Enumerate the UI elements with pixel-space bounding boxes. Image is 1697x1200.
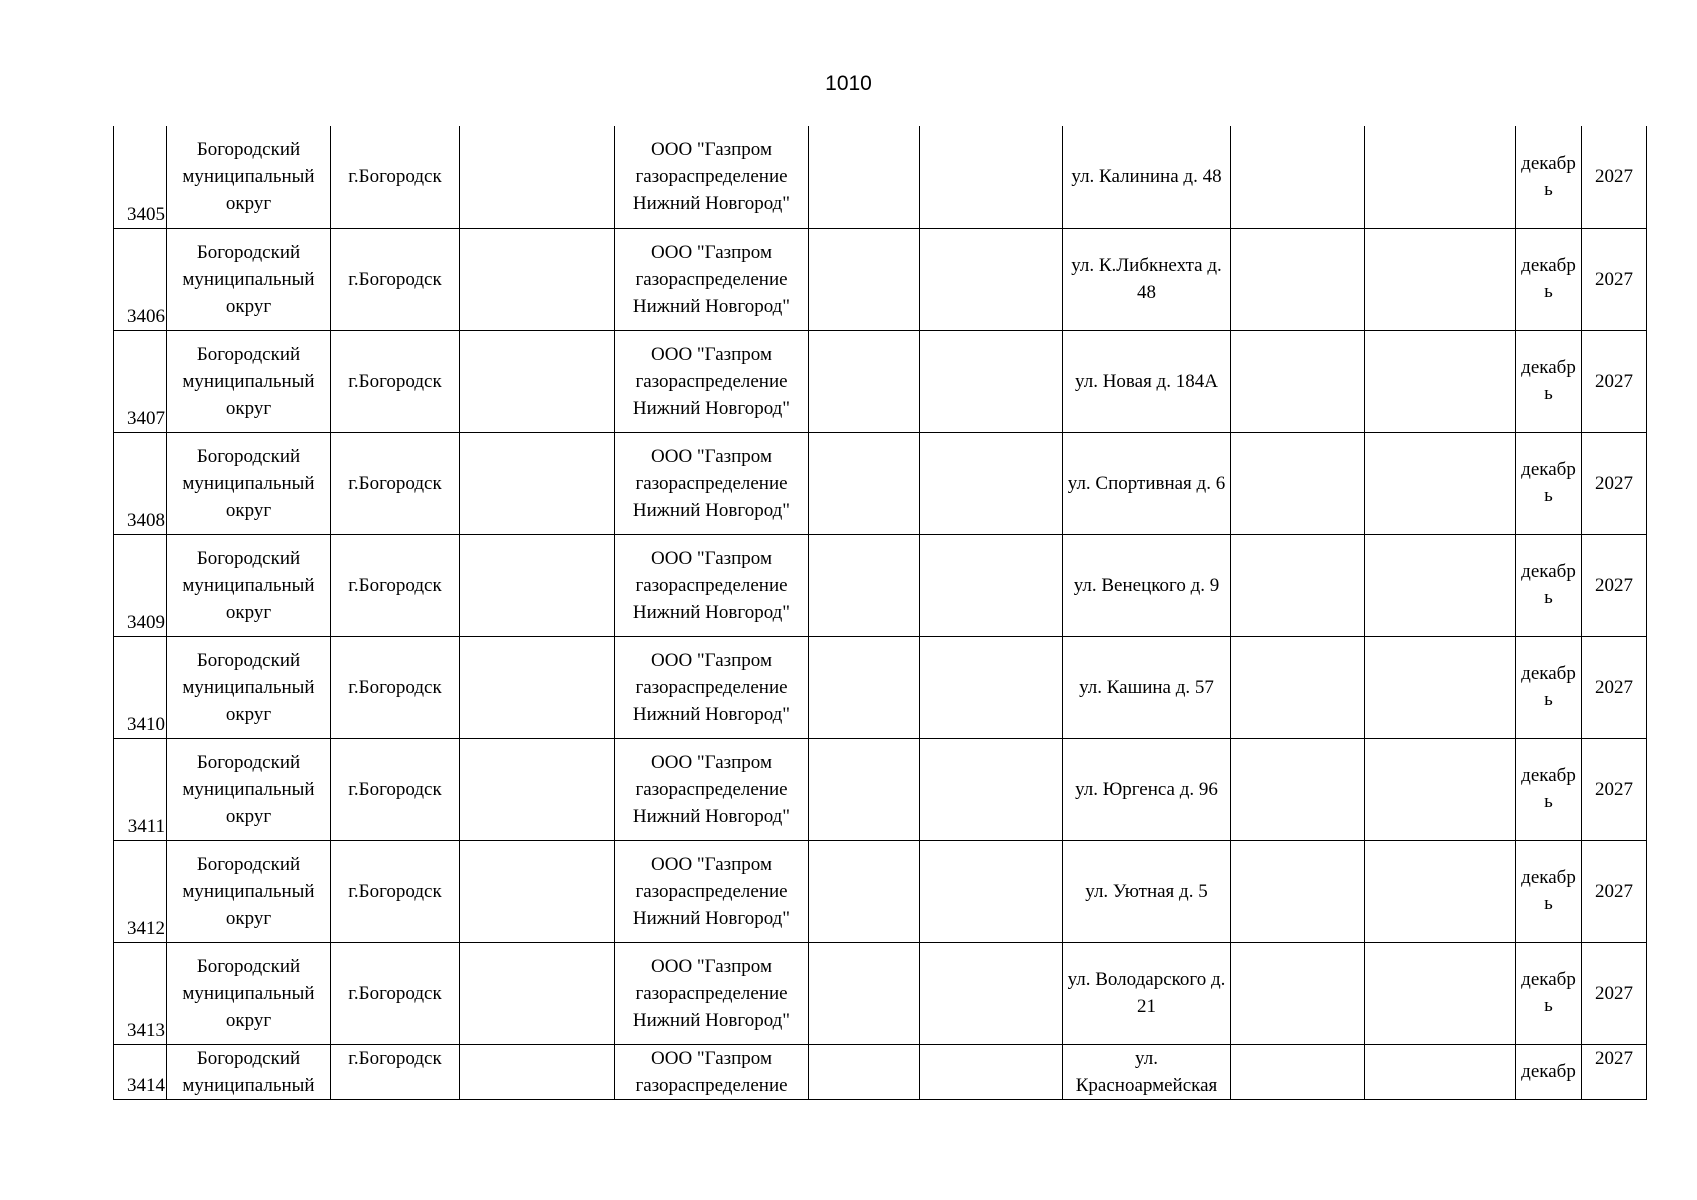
empty-cell xyxy=(809,228,920,330)
district-cell: Богородский муниципальный xyxy=(167,1044,331,1099)
year-cell: 2027 xyxy=(1582,636,1647,738)
month-cell: декабрь xyxy=(1516,738,1582,840)
year-cell: 2027 xyxy=(1582,840,1647,942)
district-cell: Богородский муниципальный округ xyxy=(167,738,331,840)
empty-cell xyxy=(1231,534,1365,636)
year-cell: 2027 xyxy=(1582,432,1647,534)
table-row xyxy=(114,228,1647,330)
empty-cell xyxy=(460,636,615,738)
empty-cell xyxy=(920,942,1063,1044)
address-cell: ул. К.Либкнехта д. 48 xyxy=(1063,228,1231,330)
empty-cell xyxy=(809,126,920,228)
district-cell: Богородский муниципальный округ xyxy=(167,840,331,942)
empty-cell xyxy=(809,330,920,432)
address-cell: ул. Володарского д. 21 xyxy=(1063,942,1231,1044)
city-cell: г.Богородск xyxy=(331,126,460,228)
table-row xyxy=(114,942,1647,1044)
empty-cell xyxy=(920,636,1063,738)
table-row xyxy=(114,330,1647,432)
empty-cell xyxy=(1365,840,1516,942)
registry-rows xyxy=(114,126,1647,1099)
organization-cell: ООО "Газпром газораспределение Нижний Новгород" xyxy=(615,228,809,330)
page-number: 1010 xyxy=(825,72,872,95)
empty-cell xyxy=(920,1044,1063,1099)
empty-cell xyxy=(920,840,1063,942)
address-cell: ул. Уютная д. 5 xyxy=(1063,840,1231,942)
table-row xyxy=(114,840,1647,942)
organization-cell: ООО "Газпром газораспределение Нижний Новгород" xyxy=(615,636,809,738)
empty-cell xyxy=(1365,942,1516,1044)
empty-cell xyxy=(920,738,1063,840)
empty-cell xyxy=(1231,738,1365,840)
city-cell: г.Богородск xyxy=(331,840,460,942)
district-cell: Богородский муниципальный округ xyxy=(167,330,331,432)
year-cell: 2027 xyxy=(1582,738,1647,840)
empty-cell xyxy=(1365,126,1516,228)
city-cell: г.Богородск xyxy=(331,636,460,738)
month-cell: декабрь xyxy=(1516,840,1582,942)
city-cell: г.Богородск xyxy=(331,738,460,840)
empty-cell xyxy=(460,228,615,330)
organization-cell: ООО "Газпром газораспределение Нижний Новгород" xyxy=(615,534,809,636)
empty-cell xyxy=(1365,1044,1516,1099)
empty-cell xyxy=(460,1044,615,1099)
empty-cell xyxy=(1231,432,1365,534)
row-number: 3407 xyxy=(114,330,167,432)
month-cell: декабрь xyxy=(1516,534,1582,636)
district-cell: Богородский муниципальный округ xyxy=(167,534,331,636)
empty-cell xyxy=(809,1044,920,1099)
row-number: 3413 xyxy=(114,942,167,1044)
row-number: 3409 xyxy=(114,534,167,636)
row-number: 3408 xyxy=(114,432,167,534)
empty-cell xyxy=(460,330,615,432)
empty-cell xyxy=(920,228,1063,330)
empty-cell xyxy=(920,126,1063,228)
row-number: 3412 xyxy=(114,840,167,942)
empty-cell xyxy=(809,738,920,840)
registry-table xyxy=(113,126,1647,1100)
empty-cell xyxy=(1365,330,1516,432)
month-cell: декабрь xyxy=(1516,432,1582,534)
year-cell: 2027 xyxy=(1582,534,1647,636)
empty-cell xyxy=(460,840,615,942)
empty-cell xyxy=(1231,228,1365,330)
empty-cell xyxy=(1231,1044,1365,1099)
city-cell: г.Богородск xyxy=(331,942,460,1044)
district-cell: Богородский муниципальный округ xyxy=(167,942,331,1044)
empty-cell xyxy=(920,330,1063,432)
address-cell: ул. Кашина д. 57 xyxy=(1063,636,1231,738)
year-cell: 2027 xyxy=(1582,942,1647,1044)
empty-cell xyxy=(460,942,615,1044)
empty-cell xyxy=(809,636,920,738)
row-number: 3414 xyxy=(114,1044,167,1099)
city-cell: г.Богородск xyxy=(331,1044,460,1099)
month-cell: декабрь xyxy=(1516,228,1582,330)
city-cell: г.Богородск xyxy=(331,432,460,534)
table-row xyxy=(114,1044,1647,1099)
city-cell: г.Богородск xyxy=(331,534,460,636)
address-cell: ул. Спортивная д. 6 xyxy=(1063,432,1231,534)
district-cell: Богородский муниципальный округ xyxy=(167,228,331,330)
district-cell: Богородский муниципальный округ xyxy=(167,126,331,228)
year-cell: 2027 xyxy=(1582,1044,1647,1099)
empty-cell xyxy=(460,432,615,534)
empty-cell xyxy=(1231,126,1365,228)
table-row xyxy=(114,432,1647,534)
organization-cell: ООО "Газпром газораспределение Нижний Новгород" xyxy=(615,330,809,432)
organization-cell: ООО "Газпром газораспределение Нижний Новгород" xyxy=(615,942,809,1044)
empty-cell xyxy=(920,432,1063,534)
empty-cell xyxy=(809,942,920,1044)
month-cell: декабрь xyxy=(1516,330,1582,432)
district-cell: Богородский муниципальный округ xyxy=(167,432,331,534)
empty-cell xyxy=(809,534,920,636)
empty-cell xyxy=(1231,942,1365,1044)
address-cell: ул. Калинина д. 48 xyxy=(1063,126,1231,228)
table-row xyxy=(114,126,1647,228)
empty-cell xyxy=(920,534,1063,636)
table-row xyxy=(114,534,1647,636)
empty-cell xyxy=(460,738,615,840)
city-cell: г.Богородск xyxy=(331,228,460,330)
row-number: 3411 xyxy=(114,738,167,840)
table-row xyxy=(114,636,1647,738)
month-cell: декабр xyxy=(1516,1044,1582,1099)
empty-cell xyxy=(809,432,920,534)
year-cell: 2027 xyxy=(1582,126,1647,228)
organization-cell: ООО "Газпром газораспределение Нижний Новгород" xyxy=(615,738,809,840)
organization-cell: ООО "Газпром газораспределение xyxy=(615,1044,809,1099)
row-number: 3405 xyxy=(114,126,167,228)
empty-cell xyxy=(1365,228,1516,330)
year-cell: 2027 xyxy=(1582,228,1647,330)
month-cell: декабрь xyxy=(1516,126,1582,228)
year-cell: 2027 xyxy=(1582,330,1647,432)
month-cell: декабрь xyxy=(1516,942,1582,1044)
address-cell: ул. Юргенса д. 96 xyxy=(1063,738,1231,840)
month-cell: декабрь xyxy=(1516,636,1582,738)
district-cell: Богородский муниципальный округ xyxy=(167,636,331,738)
empty-cell xyxy=(1365,534,1516,636)
empty-cell xyxy=(460,126,615,228)
address-cell: ул. Венецкого д. 9 xyxy=(1063,534,1231,636)
empty-cell xyxy=(1365,432,1516,534)
empty-cell xyxy=(460,534,615,636)
organization-cell: ООО "Газпром газораспределение Нижний Новгород" xyxy=(615,126,809,228)
organization-cell: ООО "Газпром газораспределение Нижний Новгород" xyxy=(615,432,809,534)
empty-cell xyxy=(1365,738,1516,840)
empty-cell xyxy=(1231,840,1365,942)
address-cell: ул. Новая д. 184А xyxy=(1063,330,1231,432)
empty-cell xyxy=(1231,636,1365,738)
city-cell: г.Богородск xyxy=(331,330,460,432)
table-row xyxy=(114,738,1647,840)
empty-cell xyxy=(1365,636,1516,738)
empty-cell xyxy=(809,840,920,942)
row-number: 3410 xyxy=(114,636,167,738)
empty-cell xyxy=(1231,330,1365,432)
organization-cell: ООО "Газпром газораспределение Нижний Новгород" xyxy=(615,840,809,942)
row-number: 3406 xyxy=(114,228,167,330)
address-cell: ул. Красноармейская xyxy=(1063,1044,1231,1099)
